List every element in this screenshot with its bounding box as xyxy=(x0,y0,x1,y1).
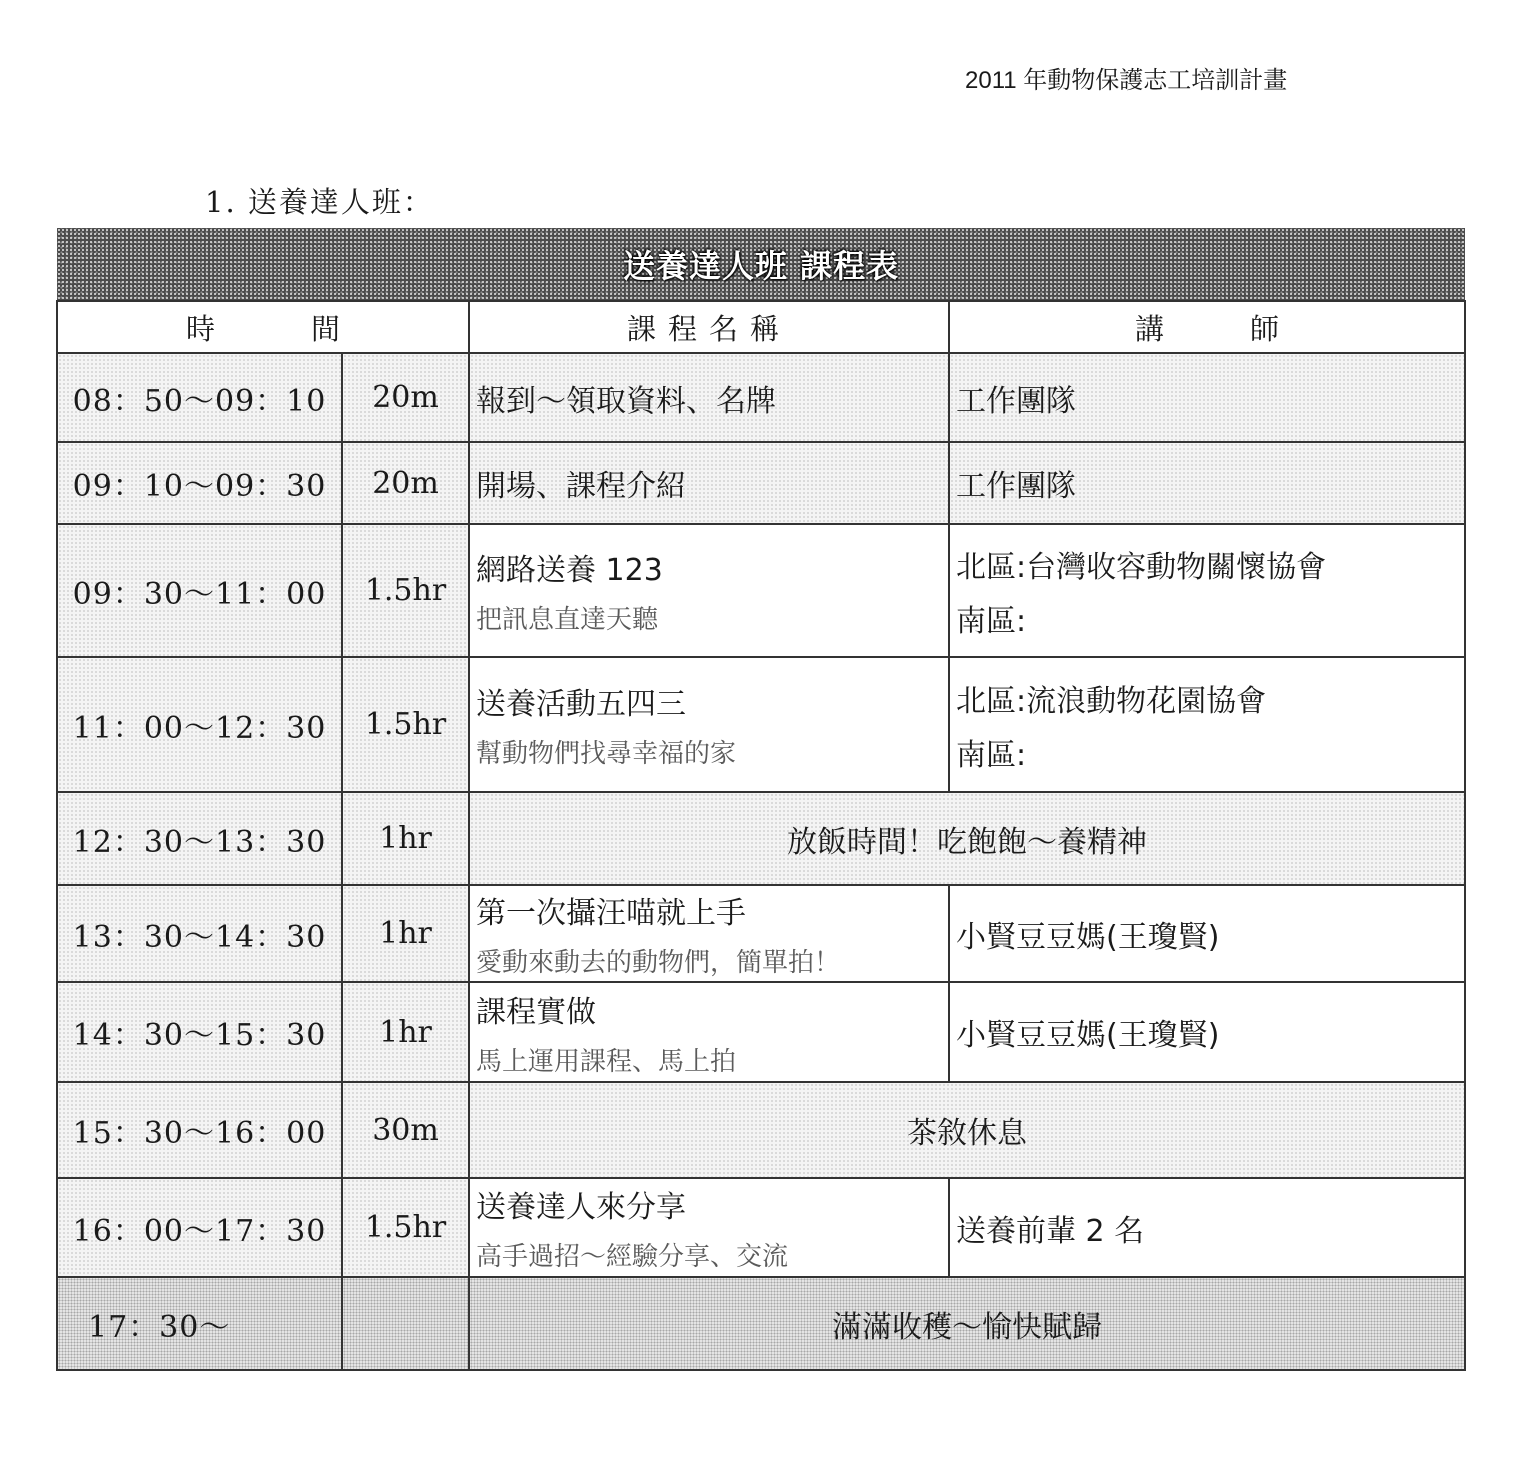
schedule-table xyxy=(56,228,1466,1371)
time-slot: 14：30～15：30 xyxy=(57,982,342,1082)
time-slot: 12：30～13：30 xyxy=(57,792,342,885)
table-row xyxy=(57,792,1465,885)
course-subtitle: 把訊息直達天聽 xyxy=(476,605,659,635)
teacher: 北區:流浪動物花園協會 南區: xyxy=(949,657,1465,792)
course-name: 送養達人來分享 高手過招～經驗分享、交流 xyxy=(469,1178,949,1277)
duration: 1.5hr xyxy=(342,524,469,657)
time-slot: 08：50～09：10 xyxy=(57,353,342,442)
duration xyxy=(342,1277,469,1370)
duration: 1hr xyxy=(342,792,469,885)
time-slot: 15：30～16：00 xyxy=(57,1082,342,1178)
course-subtitle: 幫動物們找尋幸福的家 xyxy=(476,739,737,769)
course-name: 第一次攝汪喵就上手 愛動來動去的動物們，簡單拍！ xyxy=(469,885,949,982)
table-row xyxy=(57,442,1465,524)
table-row xyxy=(57,1178,1465,1277)
table-banner xyxy=(57,228,1465,301)
course-subtitle: 馬上運用課程、馬上拍 xyxy=(476,1046,737,1077)
time-slot: 09：10～09：30 xyxy=(57,442,342,524)
teacher: 工作團隊 xyxy=(949,353,1465,442)
teacher: 小賢豆豆媽(王瓊賢) xyxy=(949,885,1465,982)
table-row xyxy=(57,1082,1465,1178)
section-title: 1. 送養達人班： xyxy=(205,185,434,219)
table-row xyxy=(57,657,1465,792)
table-row xyxy=(57,885,1465,982)
duration: 30m xyxy=(342,1082,469,1178)
time-slot: 11：00～12：30 xyxy=(57,657,342,792)
closing-cell: 滿滿收穫～愉快賦歸 xyxy=(469,1277,1465,1370)
break-cell: 放飯時間！吃飽飽～養精神 xyxy=(469,792,1465,885)
teacher: 送養前輩 2 名 xyxy=(949,1178,1465,1277)
time-slot: 16：00～17：30 xyxy=(57,1178,342,1277)
course-name: 網路送養 123 把訊息直達天聽 xyxy=(469,524,949,657)
document-title: 2011 年動物保護志工培訓計畫 xyxy=(965,67,1288,94)
table-row xyxy=(57,982,1465,1082)
table-row xyxy=(57,1277,1465,1370)
duration: 1hr xyxy=(342,885,469,982)
course-subtitle: 愛動來動去的動物們，簡單拍！ xyxy=(476,948,841,978)
banner-title: 送養達人班 課程表 xyxy=(622,247,900,285)
course-name: 報到～領取資料、名牌 xyxy=(469,353,949,442)
time-slot: 13：30～14：30 xyxy=(57,885,342,982)
duration: 1.5hr xyxy=(342,1178,469,1277)
break-cell: 茶敘休息 xyxy=(469,1082,1465,1178)
duration: 20m xyxy=(342,353,469,442)
duration: 1.5hr xyxy=(342,657,469,792)
table-row xyxy=(57,353,1465,442)
time-slot: 09：30～11：00 xyxy=(57,524,342,657)
course-name: 送養活動五四三 幫動物們找尋幸福的家 xyxy=(469,657,949,792)
column-header-row xyxy=(57,301,1465,353)
teacher: 北區:台灣收容動物關懷協會 南區: xyxy=(949,524,1465,657)
column-header-time: 時 間 xyxy=(57,301,469,353)
course-name: 開場、課程介紹 xyxy=(469,442,949,524)
table-row xyxy=(57,524,1465,657)
duration: 1hr xyxy=(342,982,469,1082)
duration: 20m xyxy=(342,442,469,524)
time-slot: 17：30～ xyxy=(57,1277,342,1370)
course-subtitle: 高手過招～經驗分享、交流 xyxy=(476,1242,789,1272)
column-header-teacher: 講 師 xyxy=(949,301,1465,353)
course-name: 課程實做 馬上運用課程、馬上拍 xyxy=(469,982,949,1082)
teacher: 工作團隊 xyxy=(949,442,1465,524)
teacher: 小賢豆豆媽(王瓊賢) xyxy=(949,982,1465,1082)
column-header-course: 課程名稱 xyxy=(469,301,949,353)
